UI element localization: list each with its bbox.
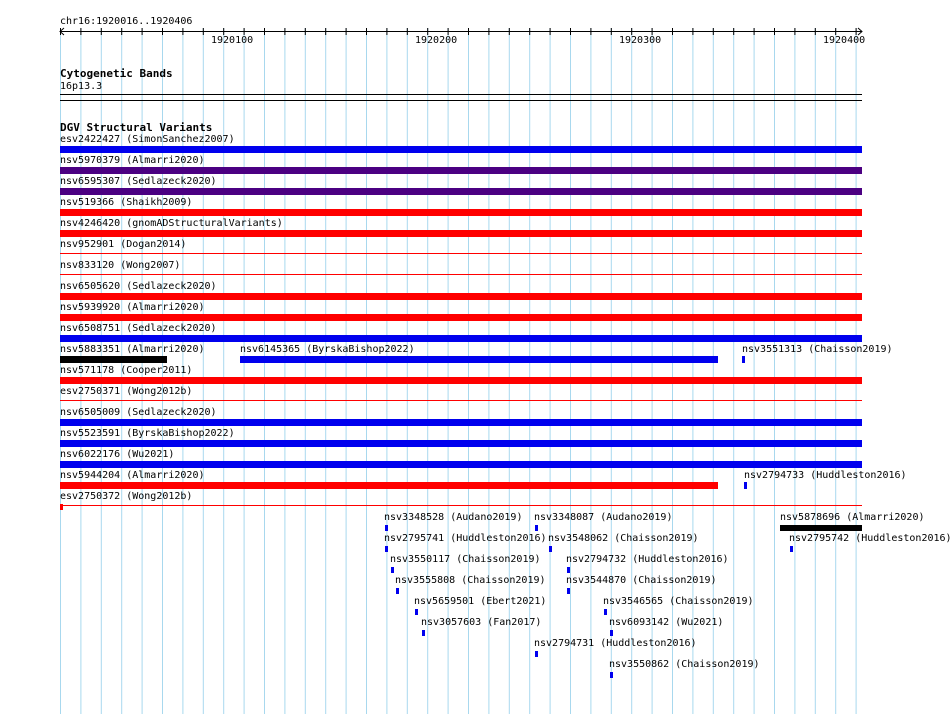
cytoband-track-title[interactable]: Cytogenetic Bands bbox=[60, 67, 173, 80]
sv-label[interactable]: nsv6093142 (Wu2021) bbox=[609, 617, 724, 628]
sv-feature-bar[interactable] bbox=[60, 209, 862, 216]
sv-feature-bar[interactable] bbox=[610, 672, 613, 678]
sv-label[interactable]: nsv6145365 (ByrskaBishop2022) bbox=[240, 344, 415, 355]
sv-label[interactable]: nsv5523591 (ByrskaBishop2022) bbox=[60, 428, 235, 439]
sv-feature-bar[interactable] bbox=[604, 609, 607, 615]
sv-feature-bar[interactable] bbox=[391, 567, 394, 573]
sv-label[interactable]: nsv6595307 (Sedlazeck2020) bbox=[60, 176, 217, 187]
sv-feature-bar[interactable] bbox=[60, 440, 862, 447]
sv-feature-bar[interactable] bbox=[744, 482, 747, 489]
sv-label[interactable]: nsv6022176 (Wu2021) bbox=[60, 449, 175, 460]
sv-label[interactable]: nsv5878696 (Almarri2020) bbox=[780, 512, 925, 523]
sv-label[interactable]: nsv5883351 (Almarri2020) bbox=[60, 344, 205, 355]
sv-feature-bar[interactable] bbox=[60, 377, 862, 384]
sv-feature-bar[interactable] bbox=[60, 461, 862, 468]
sv-feature-bar[interactable] bbox=[60, 146, 862, 153]
sv-label[interactable]: nsv2794733 (Huddleston2016) bbox=[744, 470, 907, 481]
sv-feature-bar[interactable] bbox=[60, 188, 862, 195]
sv-label[interactable]: nsv6505009 (Sedlazeck2020) bbox=[60, 407, 217, 418]
sv-feature-bar[interactable] bbox=[60, 274, 862, 275]
sv-feature-bar[interactable] bbox=[567, 588, 570, 594]
sv-label[interactable]: esv2750371 (Wong2012b) bbox=[60, 386, 193, 397]
sv-feature-bar[interactable] bbox=[610, 630, 613, 636]
sv-label[interactable]: nsv5659501 (Ebert2021) bbox=[414, 596, 547, 607]
sv-label[interactable]: nsv3555808 (Chaisson2019) bbox=[395, 575, 546, 586]
sv-label[interactable]: nsv833120 (Wong2007) bbox=[60, 260, 181, 271]
sv-feature-bar[interactable] bbox=[60, 293, 862, 300]
sv-label[interactable]: esv2750372 (Wong2012b) bbox=[60, 491, 193, 502]
dgv-track-title[interactable]: DGV Structural Variants bbox=[60, 121, 213, 134]
sv-feature-bar[interactable] bbox=[385, 525, 388, 531]
sv-label[interactable]: nsv2795741 (Huddleston2016) bbox=[384, 533, 547, 544]
sv-feature-bar[interactable] bbox=[240, 356, 718, 363]
ruler-position-label: chr16:1920016..1920406 bbox=[60, 16, 193, 27]
sv-feature-bar[interactable] bbox=[535, 525, 538, 531]
sv-label[interactable]: nsv3550117 (Chaisson2019) bbox=[390, 554, 541, 565]
sv-feature-bar[interactable] bbox=[780, 525, 862, 531]
sv-label[interactable]: nsv5944204 (Almarri2020) bbox=[60, 470, 205, 481]
sv-feature-bar[interactable] bbox=[415, 609, 418, 615]
sv-feature-bar[interactable] bbox=[60, 400, 862, 401]
sv-feature-bar[interactable] bbox=[60, 314, 862, 321]
sv-feature-bar[interactable] bbox=[549, 546, 552, 552]
sv-label[interactable]: nsv3548062 (Chaisson2019) bbox=[548, 533, 699, 544]
sv-feature-bar[interactable] bbox=[535, 651, 538, 657]
sv-label[interactable]: nsv571178 (Cooper2011) bbox=[60, 365, 193, 376]
ruler-tick-label: 1920100 bbox=[211, 35, 254, 46]
sv-label[interactable]: nsv3546565 (Chaisson2019) bbox=[603, 596, 754, 607]
ruler-tick-label: 1920200 bbox=[415, 35, 458, 46]
sv-feature-bar[interactable] bbox=[385, 546, 388, 552]
sv-feature-bar[interactable] bbox=[60, 482, 718, 489]
cytoband-outline-top bbox=[60, 94, 862, 95]
sv-feature-bar[interactable] bbox=[422, 630, 425, 636]
sv-feature-bar[interactable] bbox=[60, 335, 862, 342]
sv-label[interactable]: esv2422427 (SimonSanchez2007) bbox=[60, 134, 235, 145]
sv-label[interactable]: nsv6505620 (Sedlazeck2020) bbox=[60, 281, 217, 292]
sv-label[interactable]: nsv3551313 (Chaisson2019) bbox=[742, 344, 893, 355]
sv-feature-bar[interactable] bbox=[60, 167, 862, 174]
ruler-tick-label: 1920400 bbox=[823, 35, 866, 46]
sv-feature-bar[interactable] bbox=[60, 253, 862, 254]
cytoband-label: 16p13.3 bbox=[60, 81, 103, 92]
sv-label[interactable]: nsv3348087 (Audano2019) bbox=[534, 512, 673, 523]
sv-label[interactable]: nsv2795742 (Huddleston2016) bbox=[789, 533, 952, 544]
sv-feature-bar[interactable] bbox=[60, 230, 862, 237]
sv-feature-bar[interactable] bbox=[60, 505, 862, 506]
ruler-tick-label: 1920300 bbox=[619, 35, 662, 46]
sv-feature-bar[interactable] bbox=[742, 356, 745, 363]
sv-label[interactable]: nsv3348528 (Audano2019) bbox=[384, 512, 523, 523]
sv-feature-bar[interactable] bbox=[396, 588, 399, 594]
sv-feature-start-marker[interactable] bbox=[60, 504, 63, 510]
sv-feature-bar[interactable] bbox=[60, 356, 167, 363]
sv-feature-bar[interactable] bbox=[567, 567, 570, 573]
sv-feature-bar[interactable] bbox=[60, 419, 862, 426]
sv-label[interactable]: nsv2794732 (Huddleston2016) bbox=[566, 554, 729, 565]
sv-label[interactable]: nsv3544870 (Chaisson2019) bbox=[566, 575, 717, 586]
sv-label[interactable]: nsv3550862 (Chaisson2019) bbox=[609, 659, 760, 670]
sv-label[interactable]: nsv5939920 (Almarri2020) bbox=[60, 302, 205, 313]
cytoband-outline-bottom bbox=[60, 100, 862, 101]
sv-label[interactable]: nsv6508751 (Sedlazeck2020) bbox=[60, 323, 217, 334]
sv-label[interactable]: nsv4246420 (gnomADStructuralVariants) bbox=[60, 218, 283, 229]
sv-label[interactable]: nsv952901 (Dogan2014) bbox=[60, 239, 187, 250]
sv-label[interactable]: nsv5970379 (Almarri2020) bbox=[60, 155, 205, 166]
sv-feature-bar[interactable] bbox=[790, 546, 793, 552]
sv-label[interactable]: nsv3057603 (Fan2017) bbox=[421, 617, 542, 628]
sv-label[interactable]: nsv519366 (Shaikh2009) bbox=[60, 197, 193, 208]
sv-label[interactable]: nsv2794731 (Huddleston2016) bbox=[534, 638, 697, 649]
